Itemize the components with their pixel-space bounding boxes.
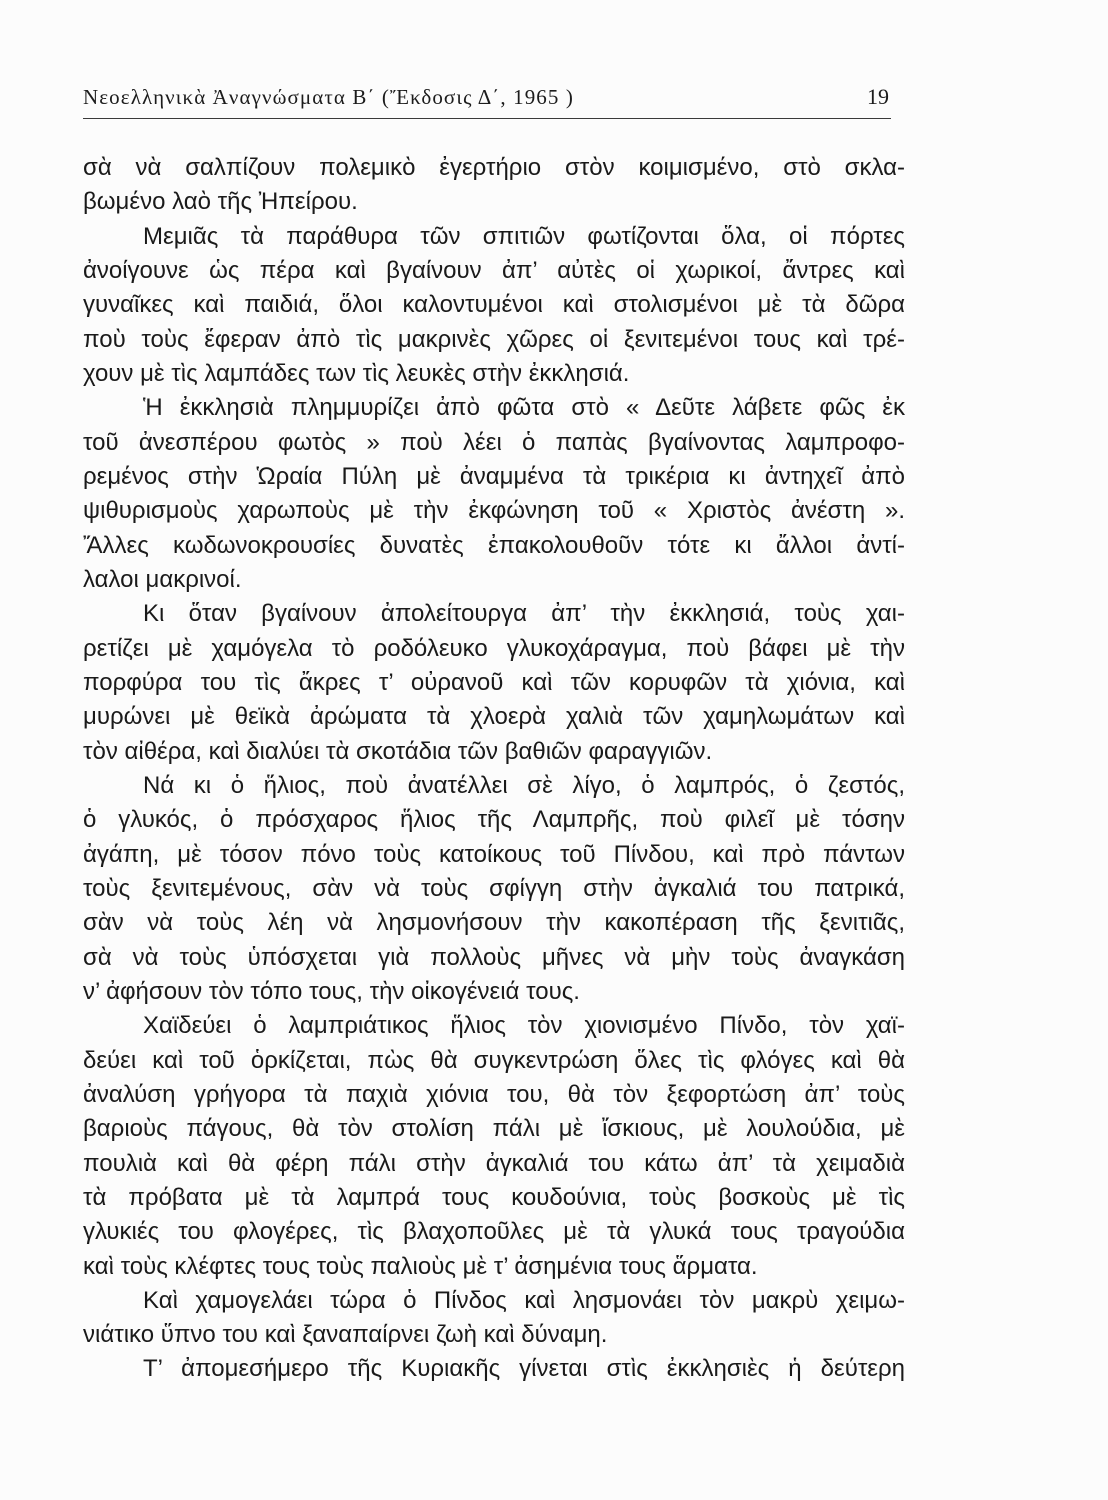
text-line: τὰ πρόβατα μὲ τὰ λαμπρά τους κουδούνια, τοὺς βοσκοὺς μὲ τὶς bbox=[83, 1183, 905, 1211]
text-line: ἀγάπη, μὲ τόσον πόνο τοὺς κατοίκους τοῦ Πίνδου, καὶ πρὸ πάντων bbox=[83, 840, 905, 868]
text-line: ν’ ἀφήσουν τὸν τόπο τους, τὴν οἰκογένειά τους. bbox=[83, 977, 580, 1005]
text-line: σὰ νὰ τοὺς ὑπόσχεται γιὰ πολλοὺς μῆνες νὰ μὴν τοὺς ἀναγκάση bbox=[83, 943, 905, 971]
paragraph-6 bbox=[83, 1009, 905, 1284]
paragraph-2 bbox=[83, 220, 905, 392]
text-line: σὰν νὰ τοὺς λέη νὰ λησμονήσουν τὴν κακοπέραση τῆς ξενιτιᾶς, bbox=[83, 909, 905, 937]
text-line: ποὺ τοὺς ἔφεραν ἀπὸ τὶς μακρινὲς χῶρες οἱ ξενιτεμένοι τους καὶ τρέ- bbox=[83, 325, 905, 353]
text-line: γλυκιές του φλογέρες, τὶς βλαχοποῦλες μὲ τὰ γλυκά τους τραγούδια bbox=[83, 1218, 905, 1246]
text-line: τοὺς ξενιτεμένους, σὰν νὰ τοὺς σφίγγη στὴν ἀγκαλιά του πατρικά, bbox=[83, 874, 905, 902]
text-line: Καὶ χαμογελάει τώρα ὁ Πίνδος καὶ λησμονάει τὸν μακρὺ χειμω- bbox=[143, 1286, 905, 1314]
text-line: λαλοι μακρινοί. bbox=[83, 565, 242, 593]
body-text bbox=[83, 151, 905, 1387]
page-number: 19 bbox=[867, 84, 889, 109]
text-line: γυναῖκες καὶ παιδιά, ὅλοι καλοντυμένοι καὶ στολισμένοι μὲ τὰ δῶρα bbox=[83, 291, 905, 319]
text-line: Τ’ ἀπομεσήμερο τῆς Κυριακῆς γίνεται στὶς ἐκκλησιὲς ἡ δεύτερη bbox=[143, 1355, 905, 1383]
paragraph-3 bbox=[83, 391, 905, 597]
paragraph-8 bbox=[83, 1352, 905, 1386]
text-line: δεύει καὶ τοῦ ὁρκίζεται, πὼς θὰ συγκεντρώση ὅλες τὶς φλόγες καὶ θὰ bbox=[83, 1046, 905, 1074]
text-line: ρετίζει μὲ χαμόγελα τὸ ροδόλευκο γλυκοχάραγμα, ποὺ βάφει μὲ τὴν bbox=[83, 634, 905, 662]
text-line: πορφύρα του τὶς ἄκρες τ’ οὐρανοῦ καὶ τῶν κορυφῶν τὰ χιόνια, καὶ bbox=[83, 668, 905, 696]
text-line: ρεμένος στὴν Ὡραία Πύλη μὲ ἀναμμένα τὰ τρικέρια κι ἀντηχεῖ ἀπὸ bbox=[83, 462, 905, 490]
text-line: Ἡ ἐκκλησιὰ πλημμυρίζει ἀπὸ φῶτα στὸ « Δεῦτε λάβετε φῶς ἐκ bbox=[143, 394, 905, 422]
text-line: Νά κι ὁ ἥλιος, ποὺ ἀνατέλλει σὲ λίγο, ὁ λαμπρός, ὁ ζεστός, bbox=[143, 771, 905, 799]
text-line: ὁ γλυκός, ὁ πρόσχαρος ἥλιος τῆς Λαμπρῆς, ποὺ φιλεῖ μὲ τόσην bbox=[83, 806, 905, 834]
paragraph-4 bbox=[83, 597, 905, 769]
text-line: Ἄλλες κωδωνοκρουσίες δυνατὲς ἐπακολουθοῦν τότε κι ἄλλοι ἀντί- bbox=[83, 531, 905, 559]
text-line: τοῦ ἀνεσπέρου φωτὸς » ποὺ λέει ὁ παπὰς βγαίνοντας λαμπροφο- bbox=[83, 428, 905, 456]
text-line: Κι ὅταν βγαίνουν ἀπολείτουργα ἀπ’ τὴν ἐκκλησιά, τοὺς χαι- bbox=[143, 600, 905, 628]
text-line: μυρώνει μὲ θεϊκὰ ἀρώματα τὰ χλοερὰ χαλιὰ τῶν χαμηλωμάτων καὶ bbox=[83, 703, 905, 731]
text-line: πουλιὰ καὶ θὰ φέρη πάλι στὴν ἀγκαλιά του κάτω ἀπ’ τὰ χειμαδιὰ bbox=[83, 1149, 905, 1177]
text-line: καὶ τοὺς κλέφτες τους τοὺς παλιοὺς μὲ τ’ ἀσημένια τους ἅρματα. bbox=[83, 1252, 758, 1280]
text-line: νιάτικο ὕπνο του καὶ ξαναπαίρνει ζωὴ καὶ δύναμη. bbox=[83, 1321, 608, 1349]
text-line: ψιθυρισμοὺς χαρωποὺς μὲ τὴν ἐκφώνηση τοῦ « Χριστὸς ἀνέστη ». bbox=[83, 497, 905, 525]
text-line: βαριοὺς πάγους, θὰ τὸν στολίση πάλι μὲ ἴσκιους, μὲ λουλούδια, μὲ bbox=[83, 1115, 905, 1143]
text-line: χουν μὲ τὶς λαμπάδες των τὶς λευκὲς στὴν ἐκκλησιά. bbox=[83, 359, 630, 387]
header-rule bbox=[83, 118, 891, 119]
text-line: Χαϊδεύει ὁ λαμπριάτικος ἥλιος τὸν χιονισμένο Πίνδο, τὸν χαϊ- bbox=[143, 1012, 905, 1040]
text-line: ἀνοίγουνε ὡς πέρα καὶ βγαίνουν ἀπ’ αὐτὲς οἱ χωρικοί, ἄντρες καὶ bbox=[83, 256, 905, 284]
paragraph-1 bbox=[83, 151, 905, 220]
text-line: Μεμιᾶς τὰ παράθυρα τῶν σπιτιῶν φωτίζονται ὅλα, οἱ πόρτες bbox=[143, 222, 905, 250]
text-line: βωμένο λαὸ τῆς Ἠπείρου. bbox=[83, 188, 358, 216]
text-line: τὸν αἰθέρα, καὶ διαλύει τὰ σκοτάδια τῶν βαθιῶν φαραγγιῶν. bbox=[83, 737, 713, 765]
text-line: σὰ νὰ σαλπίζουν πολεμικὸ ἐγερτήριο στὸν κοιμισμένο, στὸ σκλα- bbox=[83, 154, 905, 181]
paragraph-5 bbox=[83, 769, 905, 1009]
text-line: ἀναλύση γρήγορα τὰ παχιὰ χιόνια του, θὰ τὸν ξεφορτώση ἀπ’ τοὺς bbox=[83, 1080, 905, 1108]
paragraph-7 bbox=[83, 1284, 905, 1353]
running-head: Νεοελληνικὰ Ἀναγνώσματα Β΄ (Ἔκδοσις Δ΄, 1965 ) bbox=[83, 85, 574, 109]
